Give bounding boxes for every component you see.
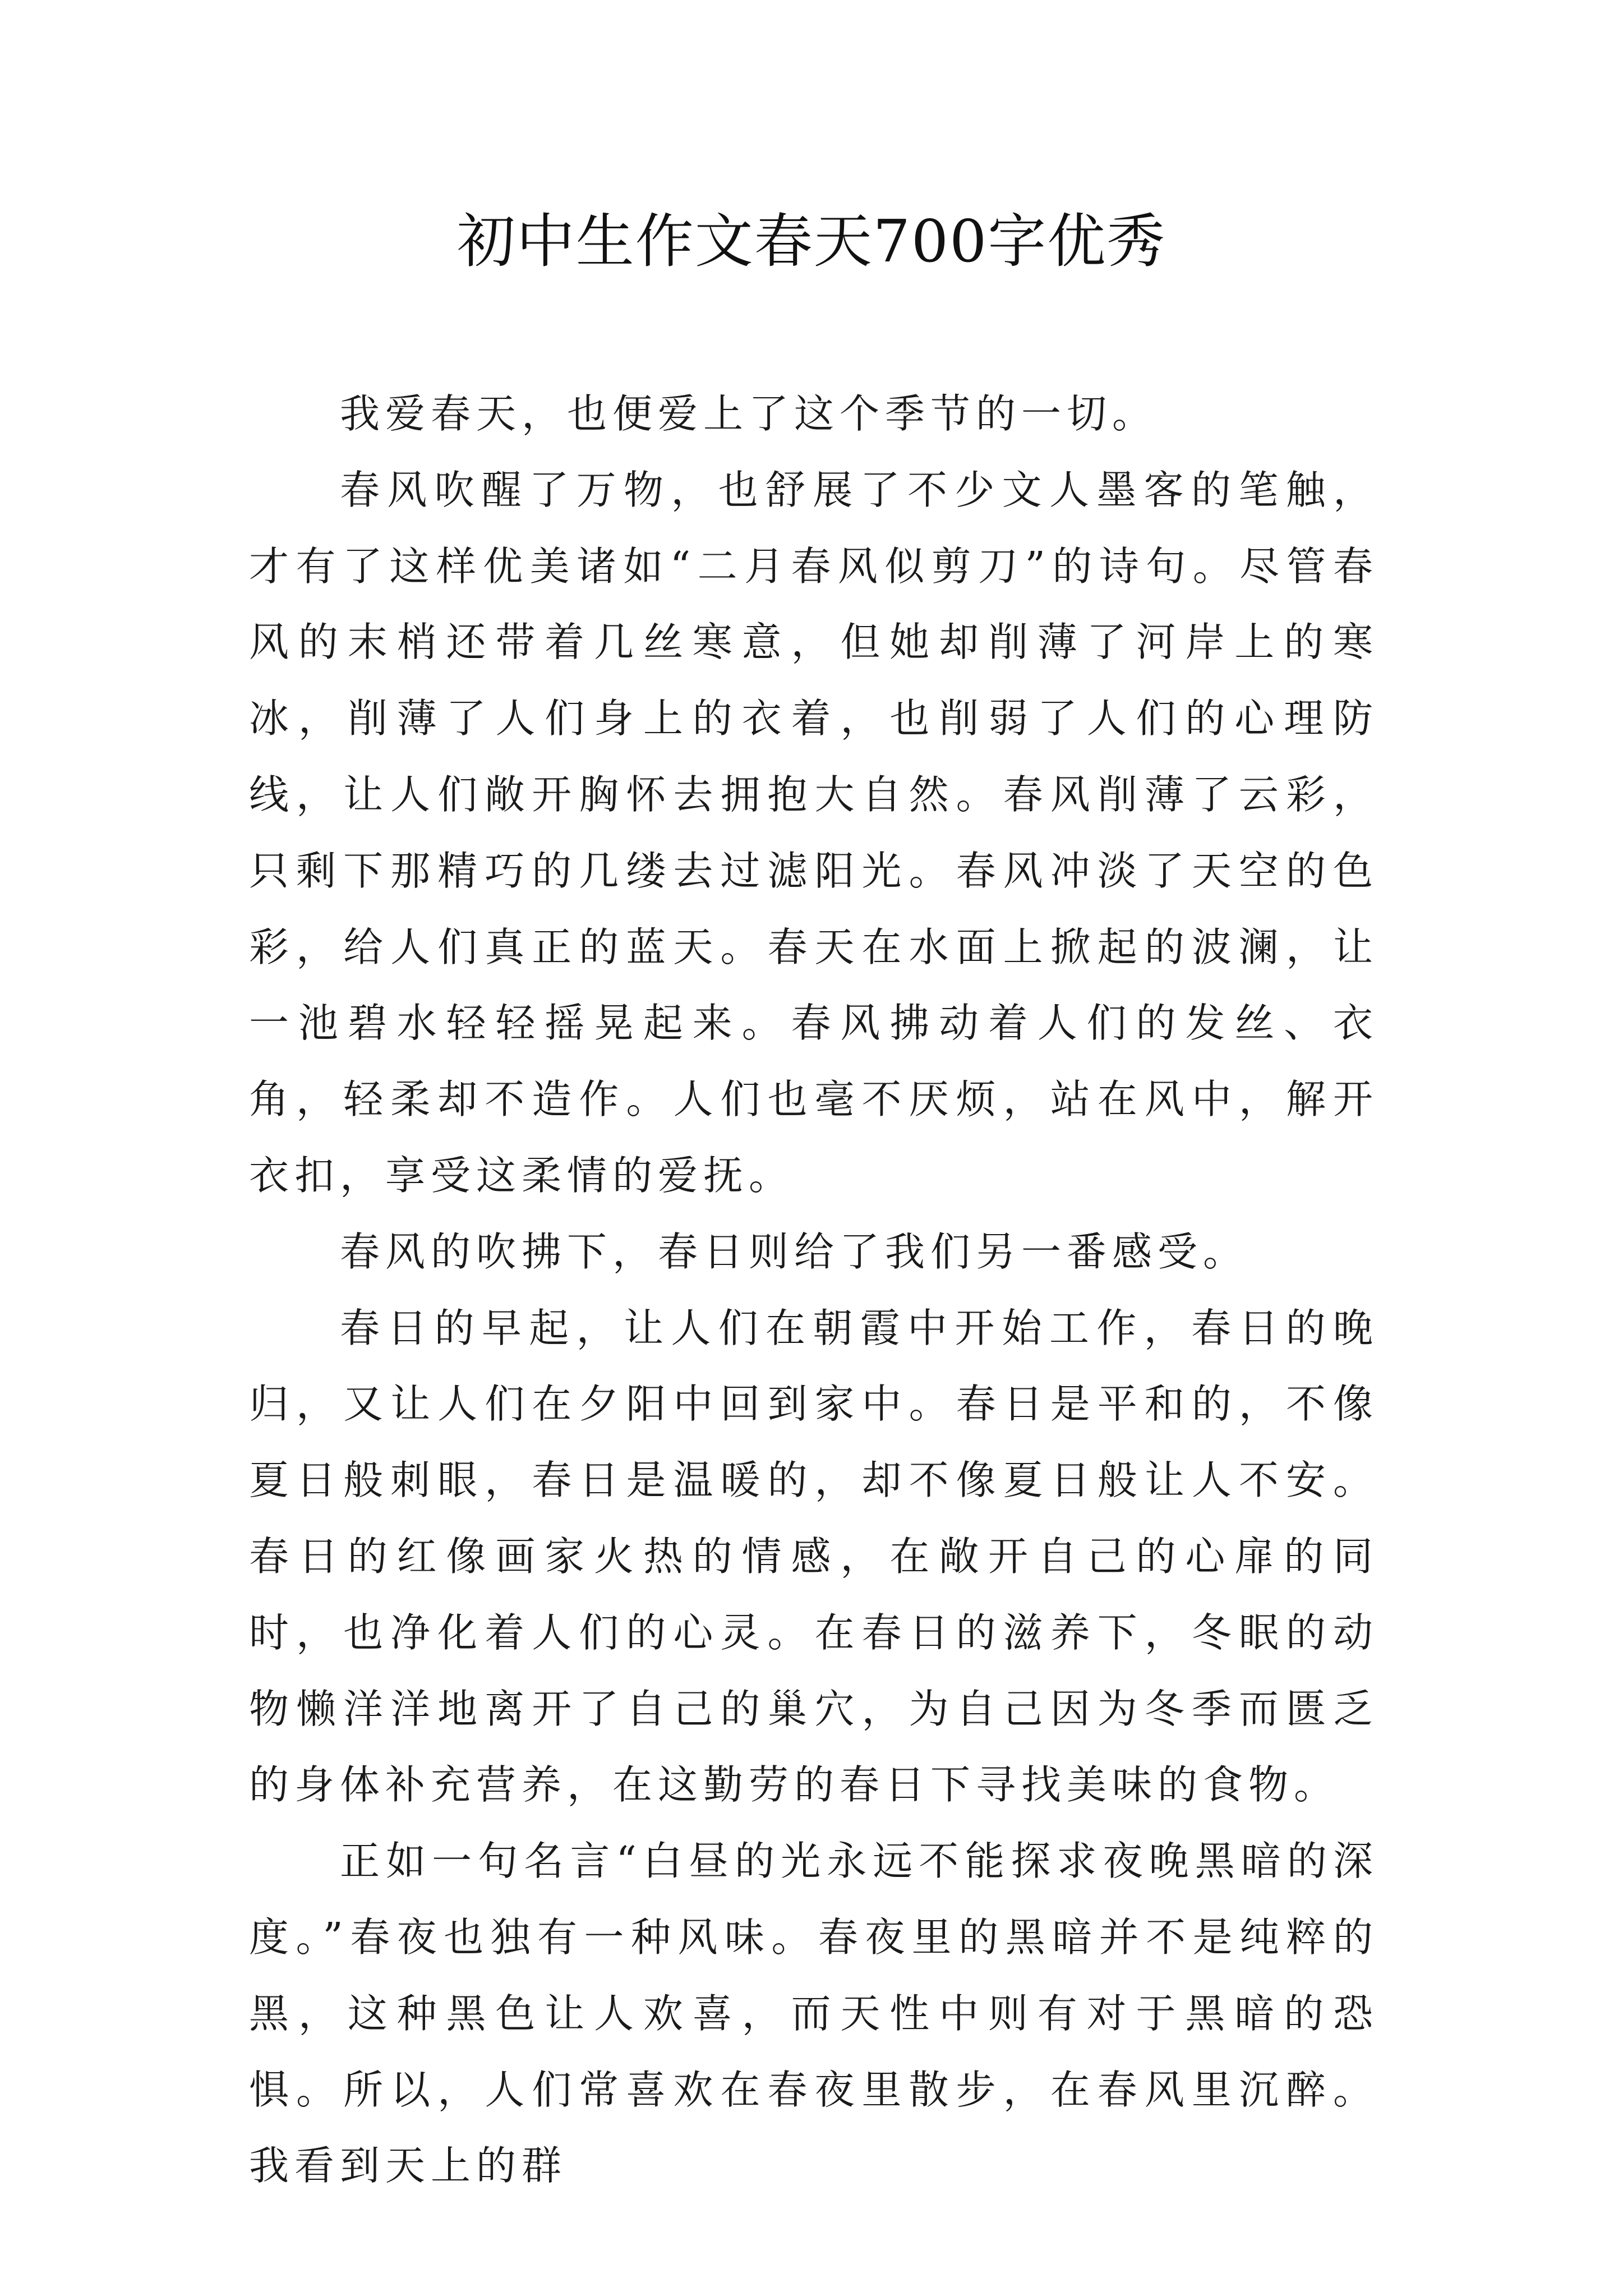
paragraph-4: 春日的早起，让人们在朝霞中开始工作，春日的晚归，又让人们在夕阳中回到家中。春日是平和的，不像夏日般刺眼，春日是温暖的，却不像夏日般让人不安。春日的红像画家火热的情感，在敞开自己的心扉的同时，也净化着人们的心灵。在春日的滋养下，冬眠的动物懒洋洋地离开了自己的巢穴，为自己因为冬季而匮乏的身体补充营养，在这勤劳的春日下寻找美味的食物。 <box>249 1304 1378 1809</box>
paragraph-3: 春风的吹拂下，春日则给了我们另一番感受。 <box>340 1228 1249 1275</box>
document-title: 初中生作文春天700字优秀 <box>457 207 1166 275</box>
paragraph-2: 春风吹醒了万物，也舒展了不少文人墨客的笔触，才有了这样优美诸如“二月春风似剪刀”的诗句。尽管春风的末梢还带着几丝寒意，但她却削薄了河岸上的寒冰，削薄了人们身上的衣着，也削弱了人们的心理防线，让人们敞开胸怀去拥抱大自然。春风削薄了云彩，只剩下那精巧的几缕去过滤阳光。春风冲淡了天空的色彩，给人们真正的蓝天。春天在水面上掀起的波澜，让一池碧水轻轻摇晃起来。春风拂动着人们的发丝、衣角，轻柔却不造作。人们也毫不厌烦，站在风中，解开衣扣，享受这柔情的爱抚。 <box>249 466 1378 1199</box>
paragraph-5: 正如一句名言“白昼的光永远不能探求夜晚黑暗的深度。”春夜也独有一种风味。春夜里的黑暗并不是纯粹的黑，这种黑色让人欢喜，而天性中则有对于黑暗的恐惧。所以，人们常喜欢在春夜里散步，在春风里沉醉。我看到天上的群 <box>249 1838 1378 2189</box>
paragraph-1: 我爱春天，也便爱上了这个季节的一切。 <box>340 390 1158 437</box>
document-body <box>249 376 1378 2204</box>
